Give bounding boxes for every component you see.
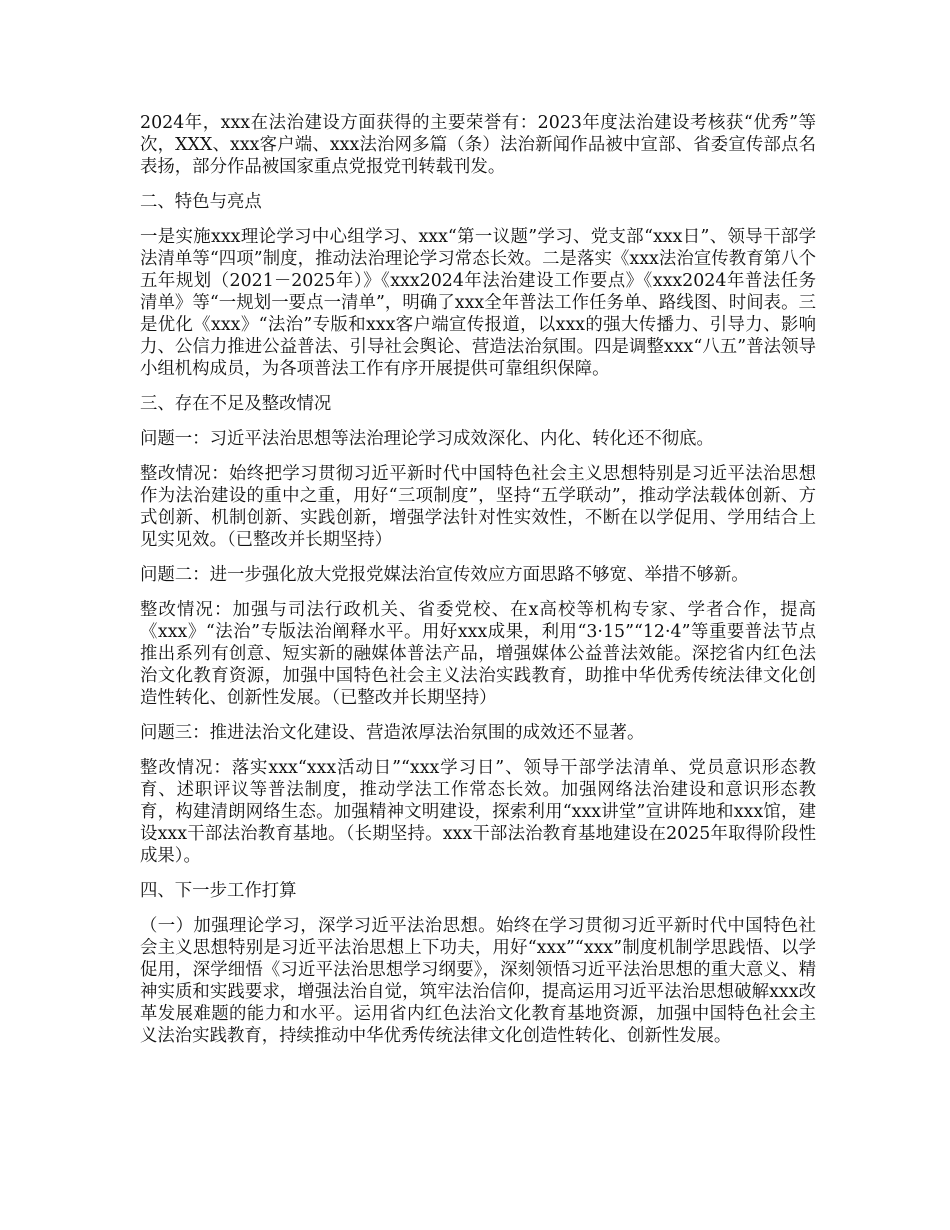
section-heading-next-steps: 四、下一步工作打算 <box>140 881 297 901</box>
problem-one: 问题一：习近平法治思想等法治理论学习成效深化、内化、转化还不彻底。 <box>140 429 714 449</box>
next-step-one: （一）加强理论学习，深学习近平法治思想。始终在学习贯彻习近平新时代中国特色社会主义思想特别是习近平法治思想上下功夫，用好“xxx”“xxx”制度机制学思践悟、以学促用，深学细悟《习近平法治思想学习纲要》，深刻领悟习近平法治思想的重大意义、精神实质和实践要求，增强法治自觉，筑牢法治信仰，提高运用习近平法治思想破解xxx改革发展难题的能力和水平。运用省内红色法治文化教育基地资源，加强中国特色社会主义法治实践教育，持续推动中华优秀传统法律文化创造性转化、创新性发展。 <box>140 916 816 1046</box>
problem-two: 问题二：进一步强化放大党报党媒法治宣传效应方面思路不够宽、举措不够新。 <box>140 565 749 585</box>
features-paragraph: 一是实施xxx理论学习中心组学习、xxx“第一议题”学习、党支部“xxx日”、领导干部学法清单等“四项”制度，推动法治理论学习常态长效。二是落实《xxx法治宣传教育第八个五年规划（2021－2025年）》《xxx2024年法治建设工作要点》《xxx2024年普法任务清单》等“一规划一要点一清单”，明确了xxx全年普法工作任务单、路线图、时间表。三是优化《xxx》“法治”专版和xxx客户端宣传报道，以xxx的强大传播力、引导力、影响力、公信力推进公益普法、引导社会舆论、营造法治氛围。四是调整xxx“八五”普法领导小组机构成员，为各项普法工作有序开展提供可靠组织保障。 <box>140 227 816 379</box>
section-heading-features: 二、特色与亮点 <box>140 192 262 212</box>
problem-three: 问题三：推进法治文化建设、营造浓厚法治氛围的成效还不显著。 <box>140 723 645 743</box>
rectification-two: 整改情况：加强与司法行政机关、省委党校、在x高校等机构专家、学者合作，提高《xxx》“法治”专版法治阐释水平。用好xxx成果，利用“3·15”“12·4”等重要普法节点推出系列有创意、短实新的融媒体普法产品，增强媒体公益普法效能。深挖省内红色法治文化教育资源，加强中国特色社会主义法治实践教育，助推中华优秀传统法律文化创造性转化、创新性发展。（已整改并长期坚持） <box>140 600 816 708</box>
rectification-one: 整改情况：始终把学习贯彻习近平新时代中国特色社会主义思想特别是习近平法治思想作为法治建设的重中之重，用好“三项制度”，坚持“五学联动”，推动学法载体创新、方式创新、机制创新、实践创新，增强学法针对性实效性，不断在以学促用、学用结合上见实见效。（已整改并长期坚持） <box>140 464 816 550</box>
honors-paragraph: 2024年，xxx在法治建设方面获得的主要荣誉有：2023年度法治建设考核获“优秀”等次，XXX、xxx客户端、xxx法治网多篇（条）法治新闻作品被中宣部、省委宣传部点名表扬，部分作品被国家重点党报党刊转载刊发。 <box>140 113 816 177</box>
document-page <box>140 112 816 1060</box>
rectification-three: 整改情况：落实xxx“xxx活动日”“xxx学习日”、领导干部学法清单、党员意识形态教育、述职评议等普法制度，推动学法工作常态长效。加强网络法治建设和意识形态教育，构建清朗网络生态。加强精神文明建设，探索利用“xxx讲堂”宣讲阵地和xxx馆，建设xxx干部法治教育基地。（长期坚持。xxx干部法治教育基地建设在2025年取得阶段性成果）。 <box>140 758 816 866</box>
section-heading-shortcomings: 三、存在不足及整改情况 <box>140 394 332 414</box>
